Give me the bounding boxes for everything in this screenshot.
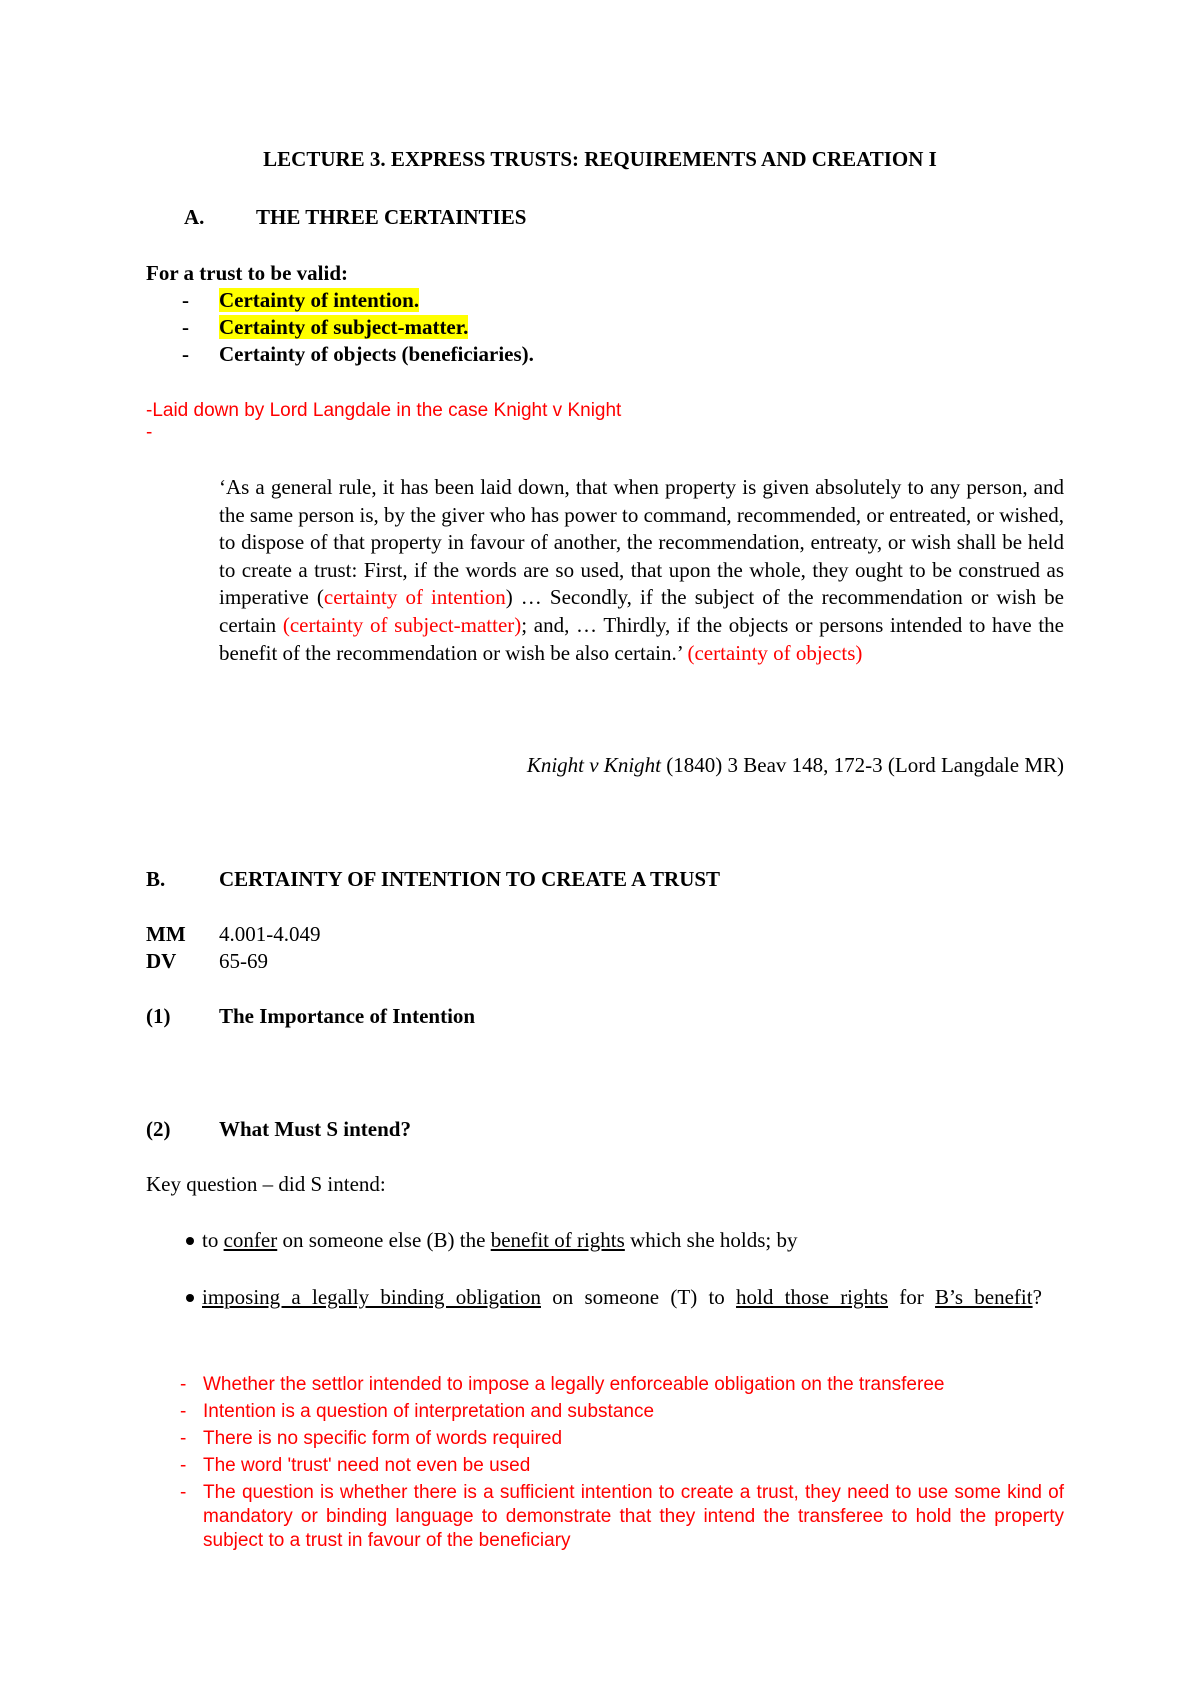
certainty-text: Certainty of intention. bbox=[219, 288, 420, 312]
bullet-dot bbox=[186, 1294, 194, 1302]
note-text: The word 'trust' need not even be used bbox=[203, 1455, 531, 1476]
note-dash: - bbox=[146, 422, 153, 443]
note-item bbox=[180, 1373, 1060, 1397]
bullet-item bbox=[186, 1284, 1064, 1311]
certainty-item bbox=[219, 287, 419, 314]
laid-down-note: -Laid down by Lord Langdale in the case Knight v Knight bbox=[146, 400, 622, 421]
section-a-label: A. bbox=[184, 205, 205, 229]
note-text: The question is whether there is a sufficient intention to create a trust, they need to use some kind of mandatory or binding language to demonstrate that they intend the transferee to hold the property subject to a trust in favour of the beneficiary bbox=[203, 1482, 1064, 1551]
case-name: Knight v Knight bbox=[526, 753, 661, 777]
section-b-label: B. bbox=[146, 867, 166, 891]
bullet-underlined: B’s benefit bbox=[935, 1285, 1033, 1309]
note-dash: - bbox=[180, 1374, 187, 1395]
key-question: Key question – did S intend: bbox=[146, 1172, 386, 1196]
note-dash: - bbox=[180, 1455, 187, 1476]
bullet-text: for bbox=[888, 1285, 936, 1309]
note-dash: - bbox=[180, 1428, 187, 1449]
certainty-dash: - bbox=[182, 315, 189, 339]
certainty-text: Certainty of subject-matter. bbox=[219, 315, 469, 339]
subsection-number: (2) bbox=[146, 1117, 171, 1141]
bullet-dot bbox=[186, 1237, 194, 1245]
quote-text: ‘As a general rule, it has been laid down, that when property is given absolutely to any person, and the same person is, by the giver who has power to command, recommended, or entreated, or wished, to dispose of that property in favour of another, the recommendation, entreaty, or wish shall be held to create a trust: First, if the words are so used, that upon the whole, they ought to be construed as imperative ( bbox=[219, 475, 1065, 610]
bullet-underlined: confer bbox=[223, 1228, 278, 1252]
bullet-text: ? bbox=[1032, 1285, 1042, 1309]
subsection-heading: What Must S intend? bbox=[219, 1117, 411, 1141]
bullet-text: on someone (T) to bbox=[540, 1285, 737, 1309]
bullet-underlined: imposing a legally binding obligation bbox=[202, 1285, 541, 1309]
bullet-text: to bbox=[202, 1228, 224, 1252]
valid-intro: For a trust to be valid: bbox=[146, 261, 349, 285]
knight-quote bbox=[219, 474, 1064, 667]
certainty-dash: - bbox=[182, 288, 189, 312]
note-item bbox=[180, 1400, 1060, 1424]
quote-annotation: (certainty of objects) bbox=[687, 640, 863, 665]
subsection-number: (1) bbox=[146, 1004, 171, 1028]
note-text: Whether the settlor intended to impose a legally enforceable obligation on the transferee bbox=[203, 1374, 945, 1395]
lecture-title: LECTURE 3. EXPRESS TRUSTS: REQUIREMENTS AND CREATION I bbox=[263, 147, 937, 171]
section-a-heading: THE THREE CERTAINTIES bbox=[256, 205, 527, 229]
note-dash: - bbox=[180, 1401, 187, 1422]
citation-reference: (1840) 3 Beav 148, 172-3 (Lord Langdale MR) bbox=[661, 753, 1064, 777]
bullet-text: which she holds; by bbox=[624, 1228, 798, 1252]
section-b-heading: CERTAINTY OF INTENTION TO CREATE A TRUST bbox=[219, 867, 721, 891]
bullet-text: on someone else (B) the bbox=[277, 1228, 491, 1252]
note-text: There is no specific form of words required bbox=[203, 1428, 563, 1449]
quote-annotation: (certainty of subject-matter) bbox=[282, 612, 522, 637]
note-item bbox=[180, 1427, 1060, 1451]
bullet-underlined: hold those rights bbox=[736, 1285, 889, 1309]
note-text: Intention is a question of interpretation and substance bbox=[203, 1401, 655, 1422]
ref-value: 4.001-4.049 bbox=[219, 922, 321, 946]
ref-value: 65-69 bbox=[219, 949, 268, 973]
case-citation bbox=[527, 753, 1064, 778]
ref-label: DV bbox=[146, 949, 177, 973]
bullet-underlined: benefit of rights bbox=[490, 1228, 625, 1252]
ref-label: MM bbox=[146, 922, 186, 946]
bullet-item bbox=[186, 1227, 1064, 1254]
quote-text: ) … Secondly, if the subject of the recommendation or wish be certain bbox=[219, 585, 1064, 637]
quote-annotation: certainty of intention bbox=[323, 585, 506, 610]
note-dash: - bbox=[180, 1482, 187, 1503]
subsection-heading: The Importance of Intention bbox=[219, 1004, 476, 1028]
certainty-item bbox=[219, 314, 468, 341]
certainty-dash: - bbox=[182, 342, 189, 366]
certainty-text: Certainty of objects (beneficiaries). bbox=[219, 342, 534, 366]
note-item bbox=[180, 1454, 1060, 1478]
note-item bbox=[180, 1481, 1064, 1553]
quote-text: ; and, … Thirdly, if the objects or persons intended to have the benefit of the recommendation or wish be also certain.’ bbox=[219, 612, 1065, 665]
